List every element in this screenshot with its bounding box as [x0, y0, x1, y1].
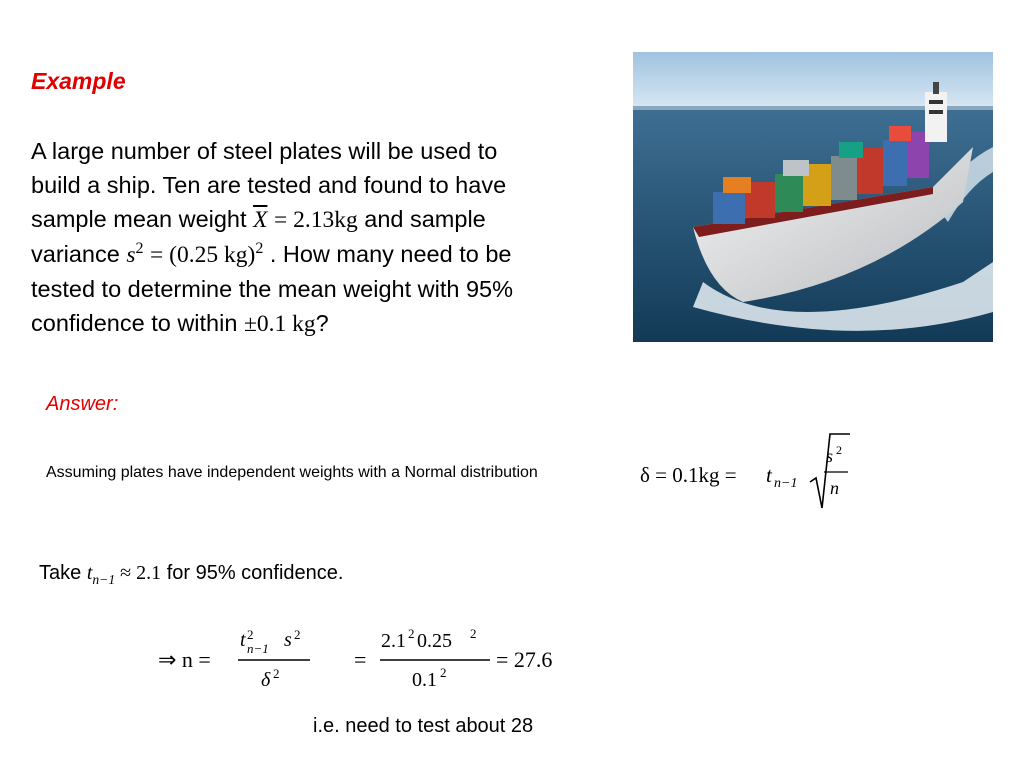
problem-line-5: tested to determine the mean weight with 95%	[31, 276, 514, 302]
take-confidence: for 95% confidence.	[161, 562, 344, 584]
container-ship-illustration	[633, 52, 993, 342]
problem-line-3	[31, 202, 621, 237]
n-equation	[150, 620, 590, 700]
sqrt-denominator: n	[830, 478, 839, 498]
n-eq-equals: =	[354, 647, 367, 672]
frac1-t: t	[240, 629, 246, 651]
xbar-symbol: $\overline{X}$	[253, 207, 268, 233]
sqrt-numerator-exp: 2	[836, 443, 842, 457]
frac2-num-a-exp: 2	[408, 626, 415, 641]
s-exponent: 2	[135, 240, 144, 258]
frac2-num-a: 2.1	[381, 630, 406, 652]
problem-line-4	[31, 237, 621, 272]
problem-line-2: build a ship. Ten are tested and found to have	[31, 172, 507, 198]
kg-exponent: 2	[255, 240, 264, 258]
frac1-t-sub: n−1	[247, 641, 269, 656]
problem-line-1: A large number of steel plates will be used to	[31, 138, 498, 164]
take-t: t	[86, 562, 93, 584]
s-symbol: s	[126, 242, 136, 268]
problem-statement	[31, 134, 621, 341]
delta-equation	[640, 430, 870, 515]
delta-eq-t: t	[766, 463, 772, 487]
tolerance-value: ±0.1 kg	[243, 311, 316, 337]
problem-line-4-text: variance	[31, 241, 127, 267]
n-eq-implies: ⇒ n =	[158, 647, 211, 672]
take-text: Take	[39, 562, 87, 584]
frac2-den: 0.1	[412, 669, 437, 691]
problem-line-6-text: confidence to within	[31, 310, 244, 336]
frac1-delta-exp: 2	[273, 666, 280, 681]
problem-line-6	[31, 306, 621, 341]
delta-eq-lhs: δ = 0.1kg =	[640, 463, 737, 487]
frac1-s-exp: 2	[294, 627, 301, 642]
frac1-delta: δ	[261, 669, 271, 691]
n-eq-result: = 27.6	[496, 647, 553, 672]
frac2-den-exp: 2	[440, 665, 447, 680]
variance-value: = (0.25 kg)	[150, 242, 256, 268]
problem-line-3-text: sample mean weight	[31, 206, 247, 232]
frac2-num-b: 0.25	[417, 630, 452, 652]
answer-heading: Answer:	[46, 393, 119, 415]
xbar-value: = 2.13kg	[273, 207, 358, 233]
problem-line-6-end: ?	[315, 310, 329, 336]
sqrt-numerator: s	[826, 446, 834, 466]
take-statement	[39, 562, 343, 585]
take-approx: ≈ 2.1	[115, 562, 162, 584]
frac1-t-exp: 2	[247, 627, 254, 642]
assumption-text: Assuming plates have independent weights with a Normal distribution	[46, 464, 538, 481]
frac2-num-b-exp: 2	[470, 626, 477, 641]
problem-line-4-end: . How many need to be	[263, 241, 512, 267]
frac1-s: s	[284, 629, 292, 651]
container-ship-photo	[633, 52, 993, 342]
conclusion-text: i.e. need to test about 28	[313, 715, 534, 737]
delta-eq-t-sub: n−1	[774, 476, 798, 491]
take-t-sub: n−1	[92, 572, 116, 587]
example-heading: Example	[31, 68, 126, 94]
problem-line-3-end: and sample	[357, 206, 486, 232]
